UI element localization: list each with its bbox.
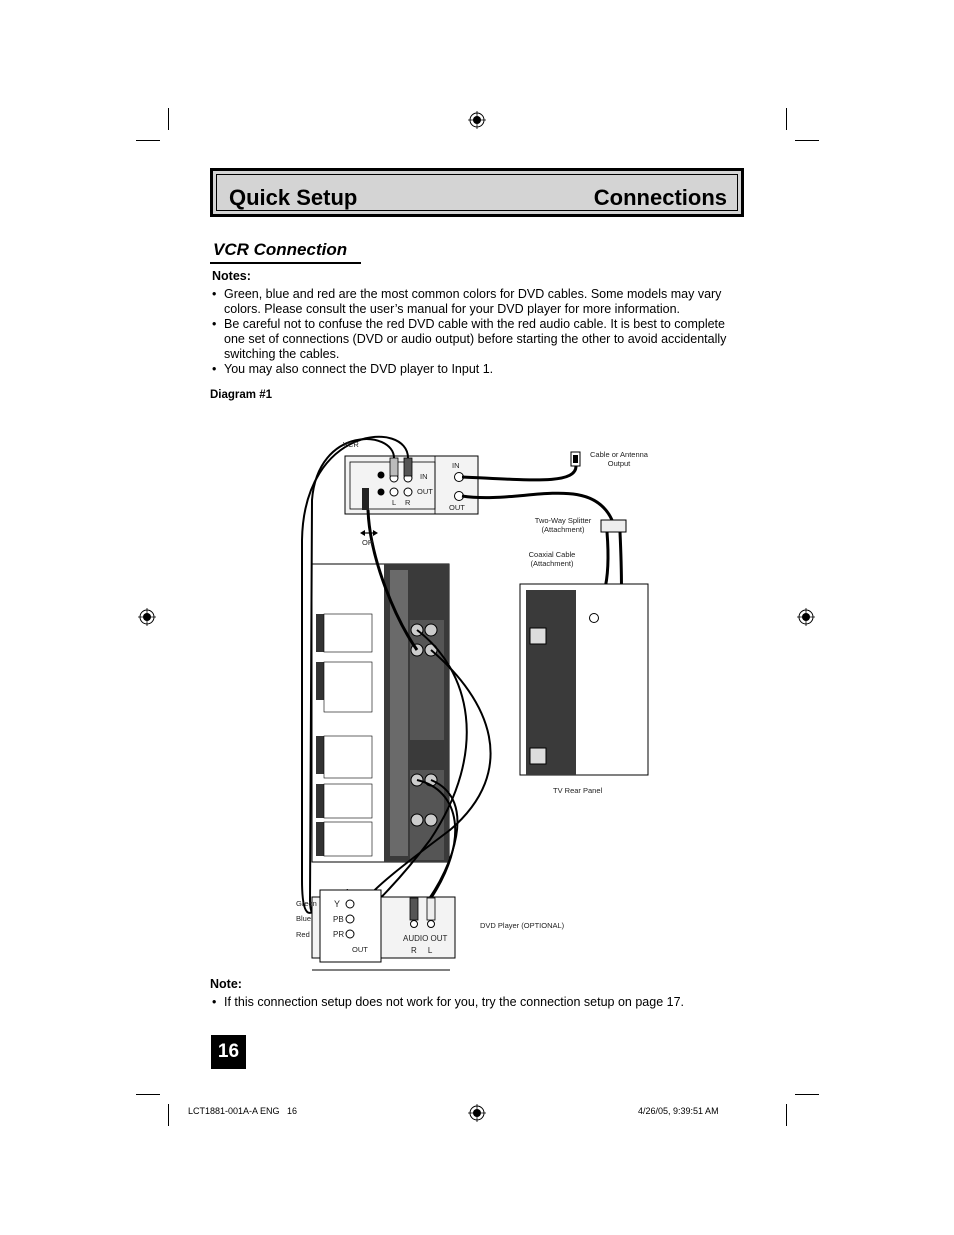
green-label: Green bbox=[296, 899, 317, 908]
splitter-label-line1: Two-Way Splitter bbox=[534, 516, 592, 525]
crop-mark bbox=[136, 1094, 160, 1095]
header-right-title: Connections bbox=[593, 185, 727, 210]
note-item: • If this connection setup does not work for you, try the connection setup on page 17. bbox=[210, 995, 740, 1010]
diagram-heading: Diagram #1 bbox=[210, 389, 273, 401]
pr-port-label: PR bbox=[333, 930, 345, 939]
page-header bbox=[210, 168, 744, 217]
crop-mark bbox=[136, 140, 160, 141]
registration-mark-icon bbox=[468, 111, 486, 129]
crop-mark bbox=[795, 1094, 819, 1095]
crop-mark bbox=[168, 1104, 169, 1126]
vcr-label: VCR bbox=[343, 440, 359, 449]
two-way-splitter bbox=[601, 520, 626, 532]
coax-label-line1: Coaxial Cable bbox=[528, 550, 576, 559]
registration-mark-icon bbox=[468, 1104, 486, 1122]
dvd-out-label: OUT bbox=[352, 945, 368, 954]
audio-out-label: AUDIO OUT bbox=[403, 934, 448, 943]
note-heading: Note: bbox=[210, 977, 242, 991]
red-label: Red bbox=[296, 930, 310, 939]
blue-label: Blue bbox=[296, 914, 312, 923]
header-left-title: Quick Setup bbox=[229, 185, 358, 210]
vcr-out-label: OUT bbox=[449, 503, 465, 512]
vcr-r-label: R bbox=[405, 498, 411, 507]
connection-diagram bbox=[290, 420, 670, 975]
or-label: OR bbox=[362, 538, 374, 547]
antenna-label-line2: Output bbox=[607, 459, 631, 468]
crop-mark bbox=[786, 108, 787, 130]
antenna-label-line1: Cable or Antenna bbox=[590, 450, 648, 459]
vcr-out-port-label: OUT bbox=[417, 487, 433, 496]
antenna-label bbox=[583, 450, 655, 468]
vcr-l-label: L bbox=[392, 498, 397, 507]
vcr-in-port-label: IN bbox=[420, 472, 428, 481]
registration-mark-icon bbox=[797, 608, 815, 626]
splitter-label bbox=[524, 516, 602, 534]
tv-rear-label: TV Rear Panel bbox=[553, 786, 603, 795]
y-port-label: Y bbox=[334, 899, 341, 909]
notes-item: • Be careful not to confuse the red DVD cable with the red audio cable. It is best to complete one set of connections (DVD or audio output) before starting the other to avoid accidentally switching the cables. bbox=[210, 317, 740, 362]
section-title-underline bbox=[210, 262, 361, 264]
splitter-label-line2: (Attachment) bbox=[541, 525, 585, 534]
section-title: VCR Connection bbox=[213, 240, 348, 259]
crop-mark bbox=[786, 1104, 787, 1126]
notes-item: • Green, blue and red are the most common colors for DVD cables. Some models may vary colors. Please consult the user’s manual for your DVD player for more information. bbox=[210, 287, 740, 317]
coax-label bbox=[518, 550, 586, 568]
coax-label-line2: (Attachment) bbox=[530, 559, 574, 568]
dvd-player-label: DVD Player (OPTIONAL) bbox=[480, 921, 565, 930]
registration-mark-icon bbox=[138, 608, 156, 626]
pb-port-label: PB bbox=[333, 915, 344, 924]
note-list bbox=[210, 995, 740, 1010]
notes-list bbox=[210, 287, 740, 377]
footer-right: 4/26/05, 9:39:51 AM bbox=[638, 1106, 719, 1116]
page-number: 16 bbox=[211, 1035, 246, 1069]
vcr-in-label: IN bbox=[452, 461, 460, 470]
audio-rl-label: R L bbox=[411, 946, 433, 955]
notes-item: • You may also connect the DVD player to Input 1. bbox=[210, 362, 740, 377]
footer-left: LCT1881-001A-A ENG 16 bbox=[188, 1106, 298, 1116]
crop-mark bbox=[795, 140, 819, 141]
crop-mark bbox=[168, 108, 169, 130]
page-header-inner bbox=[216, 174, 738, 211]
notes-heading: Notes: bbox=[212, 269, 251, 283]
